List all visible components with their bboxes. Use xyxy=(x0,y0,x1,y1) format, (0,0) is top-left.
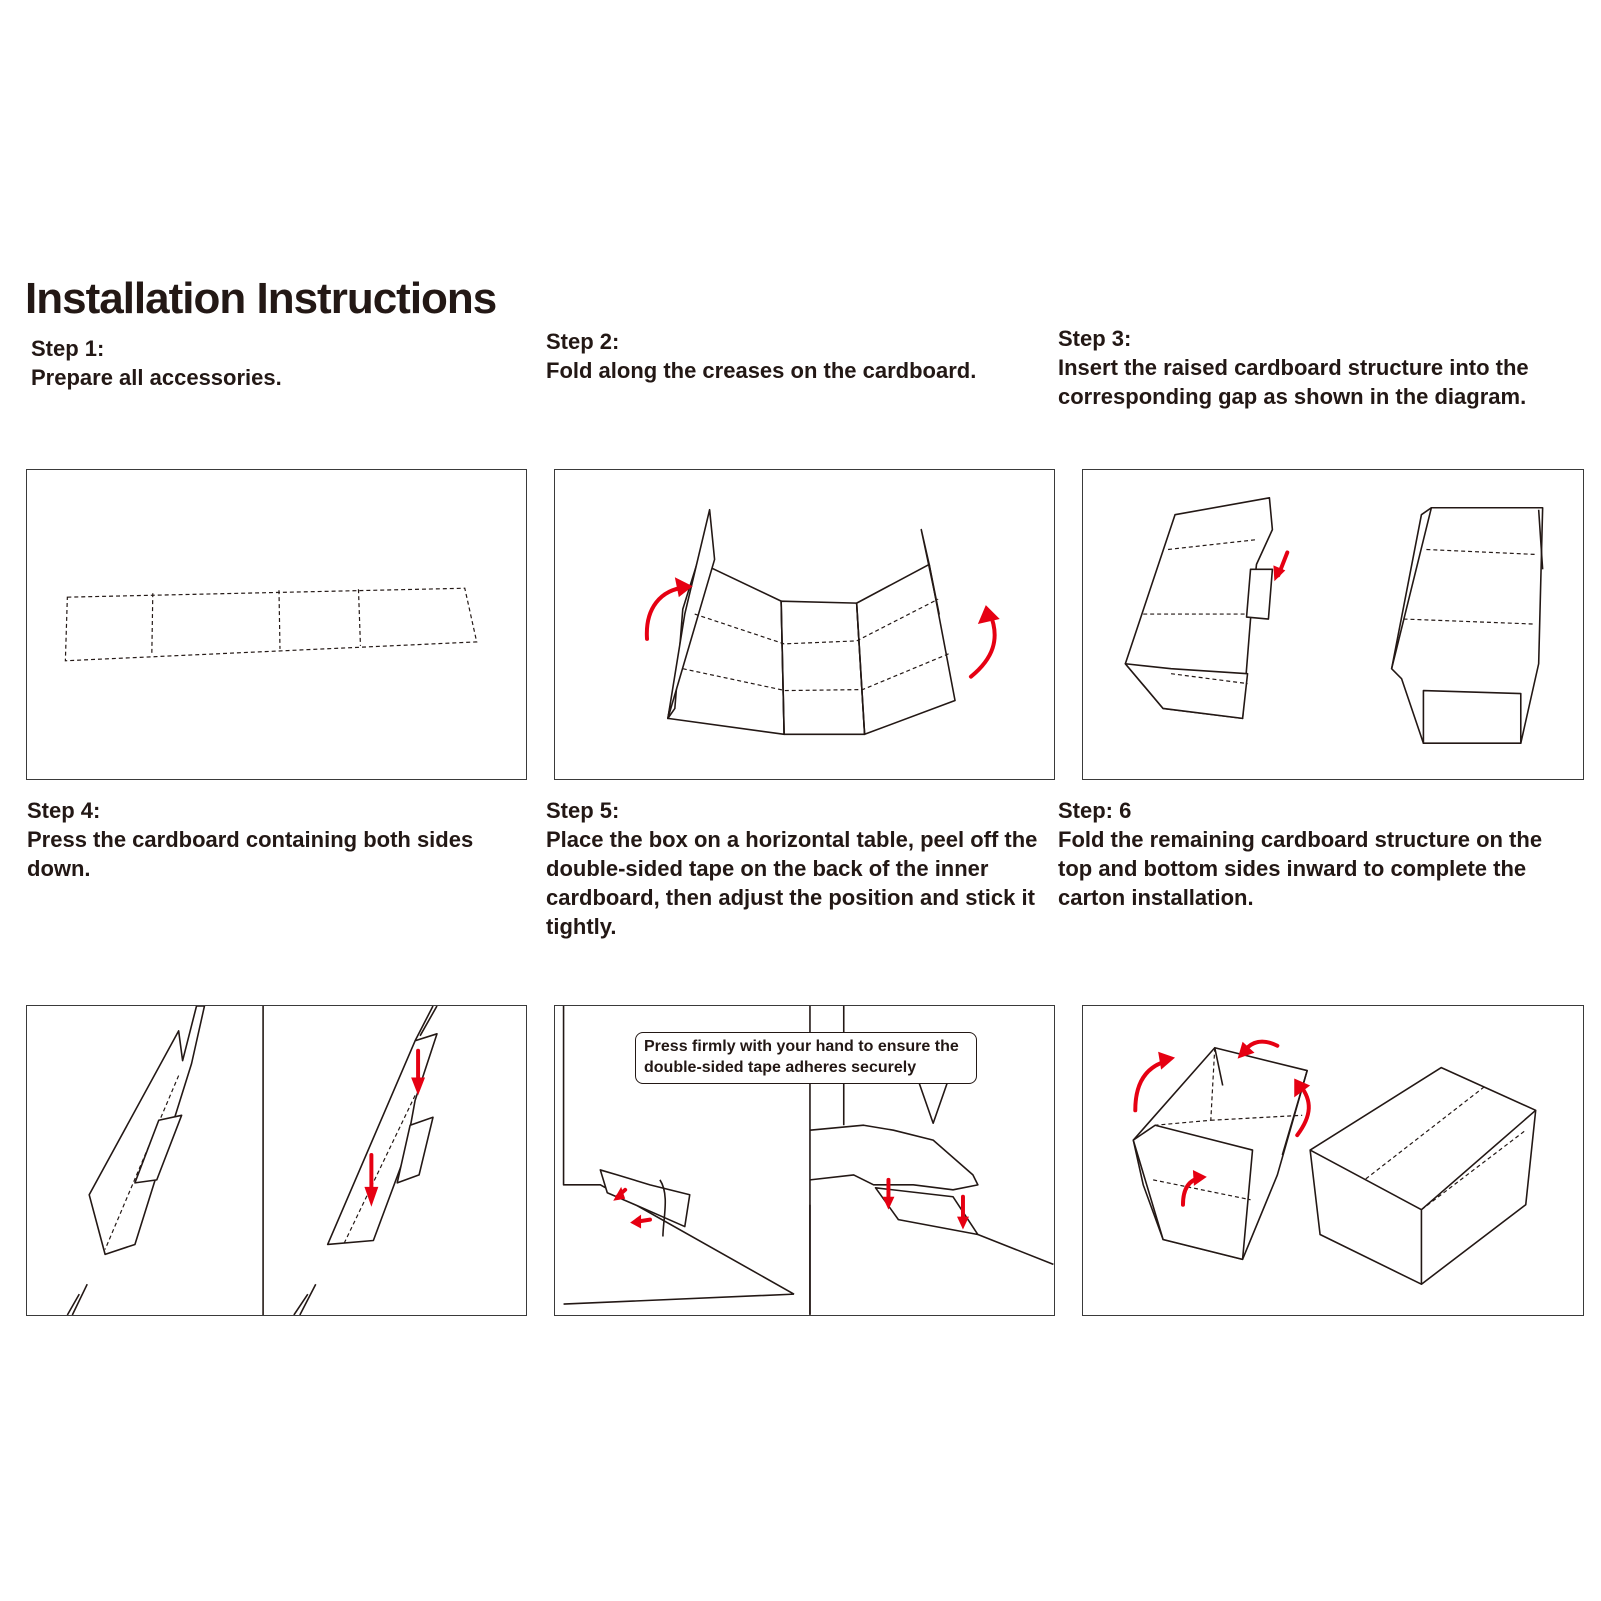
pressing-sides-drawing xyxy=(27,1006,526,1315)
step-4-illustration xyxy=(26,1005,527,1316)
step-3-illustration xyxy=(1082,469,1584,780)
step-1-text xyxy=(31,334,511,392)
page-title: Installation Instructions xyxy=(25,274,497,323)
step-4-text xyxy=(27,796,537,883)
step-1-heading: Step 1: xyxy=(31,336,105,361)
step-2-heading: Step 2: xyxy=(546,329,620,354)
step-2-text xyxy=(546,327,1036,385)
step-4-heading: Step 4: xyxy=(27,798,101,823)
step-3-heading: Step 3: xyxy=(1058,326,1132,351)
step-3-text xyxy=(1058,324,1558,411)
tape-callout xyxy=(635,1032,977,1084)
step-5-text xyxy=(546,796,1041,941)
step-5-description: Place the box on a horizontal table, peel off the double-sided tape on the back of the inner cardboard, then adjust the position and stick it tightly. xyxy=(546,827,1038,939)
step-4-description: Press the cardboard containing both sides down. xyxy=(27,827,474,881)
step-6-text xyxy=(1058,796,1558,912)
step-5-heading: Step 5: xyxy=(546,798,620,823)
inserting-tab-drawing xyxy=(1083,470,1583,779)
step-1-description: Prepare all accessories. xyxy=(31,365,282,390)
step-2-illustration xyxy=(554,469,1055,780)
step-6-illustration xyxy=(1082,1005,1584,1316)
step-1-illustration xyxy=(26,469,527,780)
step-3-description: Insert the raised cardboard structure into the corresponding gap as shown in the diagram. xyxy=(1058,355,1529,409)
folding-cardboard-drawing xyxy=(555,470,1054,779)
flat-cardboard-drawing xyxy=(27,470,526,779)
callout-line-2: double-sided tape adheres securely xyxy=(644,1059,917,1076)
step-6-heading: Step: 6 xyxy=(1058,798,1132,823)
step-6-description: Fold the remaining cardboard structure on the top and bottom sides inward to complete the carton installation. xyxy=(1058,827,1543,910)
step-2-description: Fold along the creases on the cardboard. xyxy=(546,358,977,383)
step-5-illustration xyxy=(554,1005,1055,1316)
callout-line-1: Press firmly with your hand to ensure the xyxy=(644,1038,959,1055)
closing-box-drawing xyxy=(1083,1006,1583,1315)
